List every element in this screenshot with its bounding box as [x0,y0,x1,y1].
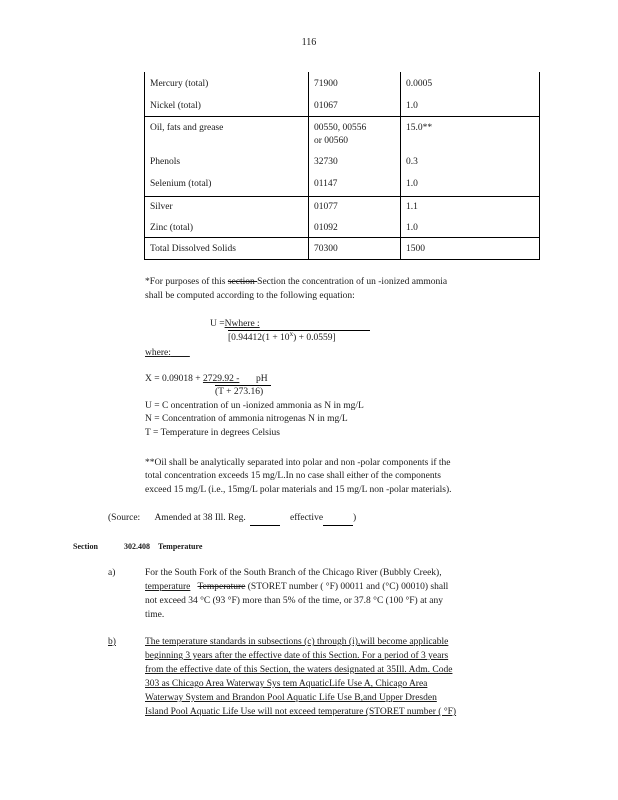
cell-storet: 00550, 00556 [314,123,367,133]
definition-u: U = C oncentration of un -ionized ammonia as N in mg/L [145,401,364,411]
equation-x-numerator: 2729.92 - [202,374,240,384]
item-a-line2: temperature Temperature (STORET number ( °F) 00011 and (°C) 00010) shall [145,582,449,592]
source-note: (Source: Amended at 38 Ill. Reg. effective ) [108,512,356,526]
section-title: Temperature [158,542,203,551]
equation-x: X = 0.09018 + 2729.92 - pH [145,374,268,384]
where-label: where: [145,348,171,358]
section-label: Section [73,542,98,551]
definition-n: N = Concentration of ammonia nitrogenas N in mg/L [145,414,348,424]
cell-storet: 01077 [314,202,338,212]
definition-t: T = Temperature in degrees Celsius [145,428,280,438]
item-b-line6: Island Pool Aquatic Life Use will not exceed temperature (STORET number ( °F) [145,707,457,717]
struck-text: Temperature [197,582,246,592]
item-a-line4: time. [145,610,165,620]
cell-storet: 01147 [314,179,338,189]
cell-storet: 01092 [314,223,338,233]
item-a-marker: a) [108,568,116,578]
cell-limit: 0.0005 [406,79,433,89]
page-number: 116 [301,37,317,48]
table-divider-2 [400,72,401,260]
section-number: 302.408 [124,542,150,551]
table-rule [144,116,540,117]
item-a-line1: For the South Fork of the South Branch of the Chicago River (Bubbly Creek), [145,568,442,578]
cell-limit: 1500 [406,244,425,254]
table-divider-1 [308,72,309,260]
cell-constituent: Selenium (total) [150,179,212,189]
cell-limit: 0.3 [406,157,418,167]
cell-storet: 01067 [314,101,338,111]
equation-x-denominator: (T + 273.16) [215,387,264,397]
cell-storet: 71900 [314,79,338,89]
fraction-bar [228,330,370,331]
struck-text: section [227,277,258,287]
item-b-line2: beginning 3 years after the effective date of this Section. For a period of 3 years [145,651,449,661]
item-b-line1: The temperature standards in subsections (c) through (i),will become applicable [145,637,449,647]
inserted-text: temperature [145,582,191,592]
cell-constituent: Nickel (total) [150,101,201,111]
item-b-line4: 303 as Chicago Area Waterway Sys tem AquaticLife Use A, Chicago Area [145,679,428,689]
footnote-ammonia-line2: shall be computed according to the following equation: [145,291,355,301]
cell-limit: 1.1 [406,202,418,212]
cell-storet: 32730 [314,157,338,167]
cell-limit: 15.0** [406,123,433,133]
cell-constituent: Total Dissolved Solids [150,244,236,254]
cell-constituent: Phenols [150,157,181,167]
item-b-marker: b) [108,637,116,647]
cell-limit: 1.0 [406,179,418,189]
footnote-oil-line3: exceed 15 mg/L (i.e., 15mg/L polar materials and 15 mg/L non -polar materials). [145,485,452,495]
item-a-line3: not exceed 34 °C (93 °F) more than 5% of the time, or 37.8 °C (100 °F) at any [145,596,444,606]
cell-storet-cont: or 00560 [314,136,349,146]
cell-constituent: Oil, fats and grease [150,123,224,133]
equation-u: U =Nwhere : [210,319,260,329]
cell-constituent: Zinc (total) [150,223,193,233]
table-rule [144,259,540,260]
footnote-oil-line1: **Oil shall be analytically separated into polar and non -polar components if the [145,458,451,468]
cell-limit: 1.0 [406,223,418,233]
item-b-line5: Waterway System and Brandon Pool Aquatic Life Use B,and Upper Dresden [145,693,437,703]
table-border-right [539,72,540,260]
table-rule [144,237,540,238]
footnote-oil-line2: total concentration exceeds 15 mg/L.In no case shall either of the components [145,471,441,481]
equation-u-numerator: Nwhere : [224,319,260,329]
item-b-line3: from the effective date of this Section, the waters designated at 35Ill. Adm. Code [145,665,453,675]
table-border-left [144,72,145,260]
table-rule [144,196,540,197]
cell-constituent: Mercury (total) [150,79,209,89]
cell-limit: 1.0 [406,101,418,111]
cell-storet: 70300 [314,244,338,254]
footnote-ammonia-line1: *For purposes of this section Section the concentration of un -ionized ammonia [145,277,448,287]
cell-constituent: Silver [150,202,173,212]
equation-u-denominator: $[0.94412(1 + 10^x) + 0.0559]$ [228,329,336,343]
